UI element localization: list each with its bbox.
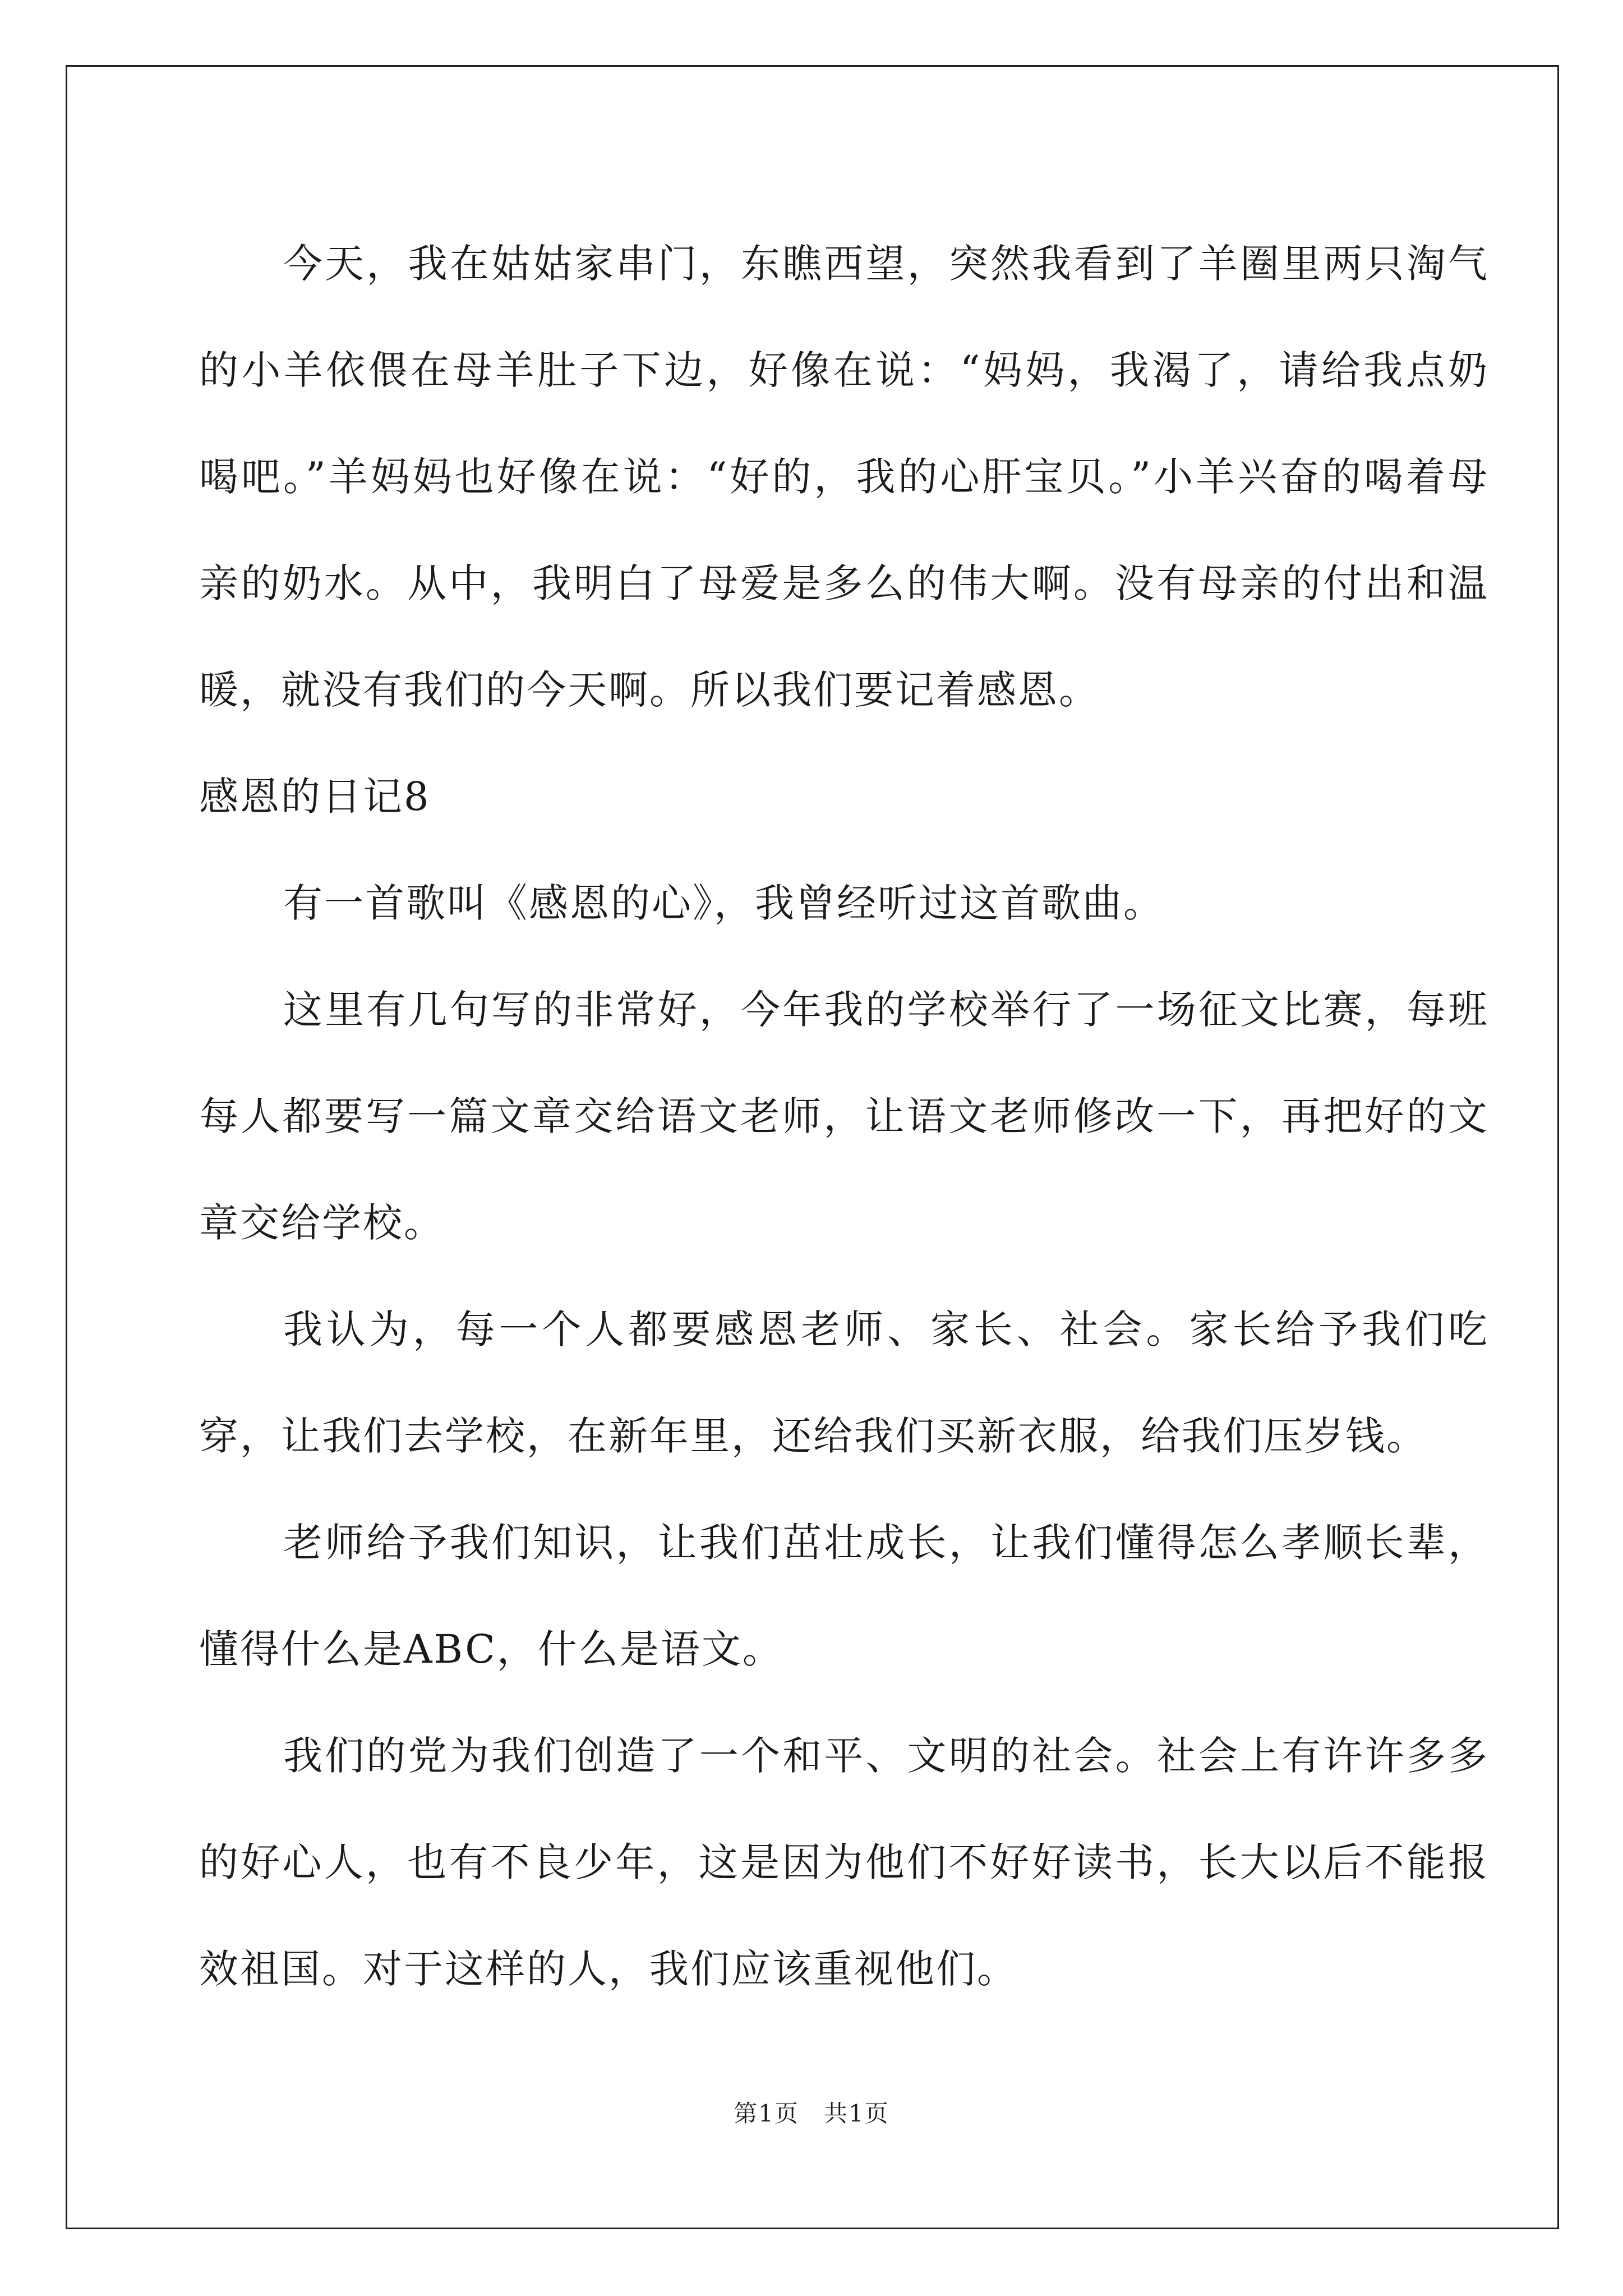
- paragraph-2: 有一首歌叫《感恩的心》，我曾经听过这首歌曲。: [283, 880, 1164, 926]
- paragraph-4: 我认为，每一个人都要感恩老师、家长、社会。家长给予我们吃穿，让我们去学校，在新年里，还给我们买新衣服，给我们压岁钱。: [199, 1306, 1489, 1459]
- section-heading: 感恩的日记8: [199, 774, 431, 820]
- paragraph-5: 老师给予我们知识，让我们茁壮成长，让我们懂得怎么孝顺长辈，懂得什么是ABC，什么是语文。: [199, 1520, 1489, 1672]
- page-footer: 第1页 共1页: [734, 2100, 889, 2127]
- paragraph-6: 我们的党为我们创造了一个和平、文明的社会。社会上有许许多多的好心人，也有不良少年，这是因为他们不好好读书，长大以后不能报效祖国。对于这样的人，我们应该重视他们。: [199, 1733, 1489, 1992]
- paragraph-1: 今天，我在姑姑家串门，东瞧西望，突然我看到了羊圈里两只淘气的小羊依偎在母羊肚子下边，好像在说：“妈妈，我渴了，请给我点奶喝吧。”羊妈妈也好像在说：“好的，我的心肝宝贝。”小羊兴奋的喝着母亲的奶水。从中，我明白了母爱是多么的伟大啊。没有母亲的付出和温暖，就没有我们的今天啊。所以我们要记着感恩。: [199, 241, 1489, 713]
- document-body: [199, 210, 1489, 2022]
- paragraph-3: 这里有几句写的非常好，今年我的学校举行了一场征文比赛，每班每人都要写一篇文章交给语文老师，让语文老师修改一下，再把好的文章交给学校。: [199, 987, 1489, 1246]
